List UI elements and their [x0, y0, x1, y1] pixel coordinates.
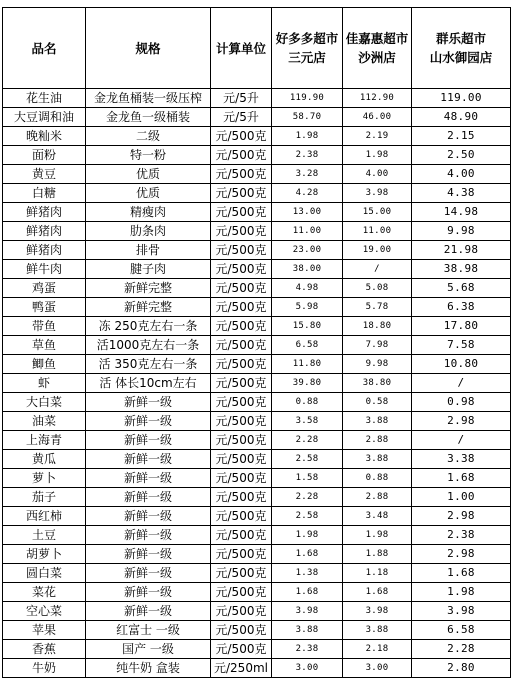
specification-cell: 优质: [86, 165, 211, 184]
specification-cell: 新鲜一级: [86, 526, 211, 545]
product-name-cell: 茄子: [3, 488, 86, 507]
price-haoduoduo-cell: 1.68: [272, 545, 343, 564]
price-jiajiahui-cell: 5.78: [343, 298, 412, 317]
price-haoduoduo-cell: 1.98: [272, 127, 343, 146]
specification-cell: 冻 250克左右一条: [86, 317, 211, 336]
product-name-cell: 油菜: [3, 412, 86, 431]
price-haoduoduo-cell: 1.38: [272, 564, 343, 583]
specification-cell: 金龙鱼一级桶装: [86, 108, 211, 127]
product-name-cell: 苹果: [3, 621, 86, 640]
product-name-cell: 鲜牛肉: [3, 260, 86, 279]
header-unit: [211, 8, 272, 89]
specification-cell: 活 350克左右一条: [86, 355, 211, 374]
header-line: 计算单位: [215, 40, 266, 56]
table-row: [3, 526, 511, 545]
price-qunle-cell: 5.68: [412, 279, 511, 298]
unit-cell: 元/500克: [211, 127, 272, 146]
unit-cell: 元/500克: [211, 184, 272, 203]
price-jiajiahui-cell: 2.88: [343, 431, 412, 450]
table-row: [3, 222, 511, 241]
specification-cell: 新鲜一级: [86, 602, 211, 621]
table-row: [3, 165, 511, 184]
table-row: [3, 488, 511, 507]
price-jiajiahui-cell: 3.88: [343, 412, 412, 431]
unit-cell: 元/5升: [211, 108, 272, 127]
price-jiajiahui-cell: 2.18: [343, 640, 412, 659]
product-name-cell: 虾: [3, 374, 86, 393]
header-line: 山水御园店: [429, 50, 493, 65]
price-jiajiahui-cell: 7.98: [343, 336, 412, 355]
specification-cell: 红富士 一级: [86, 621, 211, 640]
price-qunle-cell: 38.98: [412, 260, 511, 279]
price-qunle-cell: /: [412, 374, 511, 393]
specification-cell: 新鲜一级: [86, 431, 211, 450]
unit-cell: 元/500克: [211, 545, 272, 564]
product-name-cell: 萝卜: [3, 469, 86, 488]
unit-cell: 元/5升: [211, 89, 272, 108]
price-jiajiahui-cell: 0.58: [343, 393, 412, 412]
specification-cell: 新鲜完整: [86, 298, 211, 317]
price-jiajiahui-cell: 9.98: [343, 355, 412, 374]
specification-cell: 特一粉: [86, 146, 211, 165]
price-haoduoduo-cell: 2.58: [272, 507, 343, 526]
price-qunle-cell: 7.58: [412, 336, 511, 355]
price-jiajiahui-cell: 1.18: [343, 564, 412, 583]
product-name-cell: 带鱼: [3, 317, 86, 336]
table-row: [3, 431, 511, 450]
product-name-cell: 鸭蛋: [3, 298, 86, 317]
product-name-cell: 黄豆: [3, 165, 86, 184]
price-qunle-cell: 2.98: [412, 412, 511, 431]
unit-cell: 元/500克: [211, 431, 272, 450]
specification-cell: 活1000克左右一条: [86, 336, 211, 355]
specification-cell: 新鲜一级: [86, 469, 211, 488]
unit-cell: 元/500克: [211, 564, 272, 583]
unit-cell: 元/500克: [211, 203, 272, 222]
table-row: [3, 507, 511, 526]
specification-cell: 活 体长10cm左右: [86, 374, 211, 393]
specification-cell: 排骨: [86, 241, 211, 260]
price-haoduoduo-cell: 39.80: [272, 374, 343, 393]
price-haoduoduo-cell: 3.00: [272, 659, 343, 678]
product-name-cell: 西红柿: [3, 507, 86, 526]
price-jiajiahui-cell: 3.88: [343, 621, 412, 640]
table-row: [3, 621, 511, 640]
price-jiajiahui-cell: 1.98: [343, 526, 412, 545]
cropped-title-fragment: [300, 0, 360, 5]
specification-cell: 新鲜一级: [86, 393, 211, 412]
table-row: [3, 108, 511, 127]
price-haoduoduo-cell: 23.00: [272, 241, 343, 260]
table-header: [3, 8, 511, 89]
price-qunle-cell: 0.98: [412, 393, 511, 412]
price-qunle-cell: 1.68: [412, 469, 511, 488]
unit-cell: 元/500克: [211, 355, 272, 374]
price-haoduoduo-cell: 2.28: [272, 488, 343, 507]
price-qunle-cell: 1.68: [412, 564, 511, 583]
price-jiajiahui-cell: 19.00: [343, 241, 412, 260]
unit-cell: 元/500克: [211, 241, 272, 260]
price-jiajiahui-cell: 3.88: [343, 450, 412, 469]
product-name-cell: 鸡蛋: [3, 279, 86, 298]
header-line: 品名: [31, 40, 57, 56]
price-haoduoduo-cell: 5.98: [272, 298, 343, 317]
specification-cell: 新鲜一级: [86, 507, 211, 526]
table-row: [3, 355, 511, 374]
price-qunle-cell: 21.98: [412, 241, 511, 260]
price-haoduoduo-cell: 1.58: [272, 469, 343, 488]
product-name-cell: 晚籼米: [3, 127, 86, 146]
price-haoduoduo-cell: 15.80: [272, 317, 343, 336]
header-store-haoduoduo: [272, 8, 343, 89]
price-jiajiahui-cell: 15.00: [343, 203, 412, 222]
table-row: [3, 298, 511, 317]
price-qunle-cell: 2.38: [412, 526, 511, 545]
price-haoduoduo-cell: 38.00: [272, 260, 343, 279]
price-jiajiahui-cell: 1.88: [343, 545, 412, 564]
price-qunle-cell: 6.38: [412, 298, 511, 317]
price-qunle-cell: 10.80: [412, 355, 511, 374]
product-name-cell: 鲜猪肉: [3, 222, 86, 241]
product-name-cell: 大白菜: [3, 393, 86, 412]
header-line: 群乐超市: [435, 31, 486, 46]
product-name-cell: 鲜猪肉: [3, 203, 86, 222]
unit-cell: 元/500克: [211, 393, 272, 412]
table-row: [3, 336, 511, 355]
product-name-cell: 土豆: [3, 526, 86, 545]
price-haoduoduo-cell: 3.98: [272, 602, 343, 621]
price-qunle-cell: 2.98: [412, 545, 511, 564]
price-qunle-cell: /: [412, 431, 511, 450]
unit-cell: 元/500克: [211, 279, 272, 298]
specification-cell: 腱子肉: [86, 260, 211, 279]
unit-cell: 元/500克: [211, 298, 272, 317]
product-name-cell: 大豆调和油: [3, 108, 86, 127]
price-qunle-cell: 3.38: [412, 450, 511, 469]
price-haoduoduo-cell: 3.28: [272, 165, 343, 184]
unit-cell: 元/500克: [211, 488, 272, 507]
product-name-cell: 香蕉: [3, 640, 86, 659]
product-name-cell: 白糖: [3, 184, 86, 203]
price-jiajiahui-cell: 4.00: [343, 165, 412, 184]
price-jiajiahui-cell: 1.98: [343, 146, 412, 165]
table-body: [3, 89, 511, 678]
table-row: [3, 602, 511, 621]
specification-cell: 纯牛奶 盒装: [86, 659, 211, 678]
price-jiajiahui-cell: 38.80: [343, 374, 412, 393]
price-haoduoduo-cell: 1.68: [272, 583, 343, 602]
price-haoduoduo-cell: 11.80: [272, 355, 343, 374]
unit-cell: 元/250ml: [211, 659, 272, 678]
unit-cell: 元/500克: [211, 317, 272, 336]
price-qunle-cell: 1.98: [412, 583, 511, 602]
header-line: 沙洲店: [358, 50, 396, 65]
price-haoduoduo-cell: 11.00: [272, 222, 343, 241]
unit-cell: 元/500克: [211, 469, 272, 488]
price-qunle-cell: 2.50: [412, 146, 511, 165]
table-row: [3, 260, 511, 279]
table-row: [3, 374, 511, 393]
price-jiajiahui-cell: /: [343, 260, 412, 279]
price-qunle-cell: 2.15: [412, 127, 511, 146]
price-qunle-cell: 14.98: [412, 203, 511, 222]
unit-cell: 元/500克: [211, 621, 272, 640]
table-row: [3, 184, 511, 203]
product-name-cell: 圆白菜: [3, 564, 86, 583]
price-jiajiahui-cell: 18.80: [343, 317, 412, 336]
price-qunle-cell: 1.00: [412, 488, 511, 507]
price-qunle-cell: 2.98: [412, 507, 511, 526]
product-name-cell: 花生油: [3, 89, 86, 108]
table-row: [3, 583, 511, 602]
specification-cell: 金龙鱼桶装一级压榨: [86, 89, 211, 108]
unit-cell: 元/500克: [211, 526, 272, 545]
unit-cell: 元/500克: [211, 583, 272, 602]
price-haoduoduo-cell: 119.90: [272, 89, 343, 108]
unit-cell: 元/500克: [211, 412, 272, 431]
header-line: 规格: [135, 40, 161, 56]
unit-cell: 元/500克: [211, 165, 272, 184]
header-line: 好多多超市: [275, 31, 339, 46]
price-haoduoduo-cell: 4.98: [272, 279, 343, 298]
specification-cell: 新鲜完整: [86, 279, 211, 298]
table-row: [3, 640, 511, 659]
price-qunle-cell: 4.00: [412, 165, 511, 184]
price-jiajiahui-cell: 0.88: [343, 469, 412, 488]
table-row: [3, 393, 511, 412]
table-row: [3, 659, 511, 678]
header-specification: [86, 8, 211, 89]
header-row: [3, 8, 511, 89]
price-jiajiahui-cell: 112.90: [343, 89, 412, 108]
product-name-cell: 鲫鱼: [3, 355, 86, 374]
product-name-cell: 鲜猪肉: [3, 241, 86, 260]
specification-cell: 肋条肉: [86, 222, 211, 241]
price-qunle-cell: 17.80: [412, 317, 511, 336]
product-name-cell: 空心菜: [3, 602, 86, 621]
specification-cell: 二级: [86, 127, 211, 146]
unit-cell: 元/500克: [211, 146, 272, 165]
product-name-cell: 黄瓜: [3, 450, 86, 469]
header-line: 三元店: [288, 50, 326, 65]
table-row: [3, 450, 511, 469]
table-row: [3, 127, 511, 146]
header-store-jiajiahui: [343, 8, 412, 89]
unit-cell: 元/500克: [211, 640, 272, 659]
specification-cell: 新鲜一级: [86, 412, 211, 431]
price-jiajiahui-cell: 3.98: [343, 184, 412, 203]
price-haoduoduo-cell: 6.58: [272, 336, 343, 355]
product-name-cell: 菜花: [3, 583, 86, 602]
unit-cell: 元/500克: [211, 374, 272, 393]
price-jiajiahui-cell: 46.00: [343, 108, 412, 127]
price-jiajiahui-cell: 11.00: [343, 222, 412, 241]
price-jiajiahui-cell: 1.68: [343, 583, 412, 602]
header-store-qunle: [412, 8, 511, 89]
table-row: [3, 412, 511, 431]
product-name-cell: 上海青: [3, 431, 86, 450]
price-haoduoduo-cell: 2.38: [272, 640, 343, 659]
price-qunle-cell: 4.38: [412, 184, 511, 203]
price-qunle-cell: 48.90: [412, 108, 511, 127]
price-jiajiahui-cell: 3.48: [343, 507, 412, 526]
price-haoduoduo-cell: 2.28: [272, 431, 343, 450]
unit-cell: 元/500克: [211, 336, 272, 355]
price-qunle-cell: 6.58: [412, 621, 511, 640]
price-haoduoduo-cell: 2.38: [272, 146, 343, 165]
specification-cell: 新鲜一级: [86, 450, 211, 469]
price-haoduoduo-cell: 13.00: [272, 203, 343, 222]
table-row: [3, 279, 511, 298]
product-name-cell: 面粉: [3, 146, 86, 165]
price-haoduoduo-cell: 3.88: [272, 621, 343, 640]
price-jiajiahui-cell: 3.00: [343, 659, 412, 678]
price-haoduoduo-cell: 0.88: [272, 393, 343, 412]
price-qunle-cell: 119.00: [412, 89, 511, 108]
unit-cell: 元/500克: [211, 222, 272, 241]
price-jiajiahui-cell: 3.98: [343, 602, 412, 621]
specification-cell: 新鲜一级: [86, 488, 211, 507]
table-row: [3, 564, 511, 583]
unit-cell: 元/500克: [211, 507, 272, 526]
price-haoduoduo-cell: 58.70: [272, 108, 343, 127]
table-row: [3, 545, 511, 564]
price-comparison-table: [2, 7, 511, 678]
specification-cell: 国产 一级: [86, 640, 211, 659]
price-jiajiahui-cell: 5.08: [343, 279, 412, 298]
price-jiajiahui-cell: 2.88: [343, 488, 412, 507]
specification-cell: 新鲜一级: [86, 583, 211, 602]
price-jiajiahui-cell: 2.19: [343, 127, 412, 146]
price-haoduoduo-cell: 3.58: [272, 412, 343, 431]
price-haoduoduo-cell: 2.58: [272, 450, 343, 469]
specification-cell: 精瘦肉: [86, 203, 211, 222]
specification-cell: 新鲜一级: [86, 545, 211, 564]
specification-cell: 新鲜一级: [86, 564, 211, 583]
table-row: [3, 469, 511, 488]
price-qunle-cell: 9.98: [412, 222, 511, 241]
unit-cell: 元/500克: [211, 450, 272, 469]
unit-cell: 元/500克: [211, 260, 272, 279]
table-row: [3, 146, 511, 165]
price-qunle-cell: 2.28: [412, 640, 511, 659]
product-name-cell: 胡萝卜: [3, 545, 86, 564]
unit-cell: 元/500克: [211, 602, 272, 621]
table-row: [3, 317, 511, 336]
table-row: [3, 203, 511, 222]
product-name-cell: 草鱼: [3, 336, 86, 355]
price-qunle-cell: 2.80: [412, 659, 511, 678]
price-qunle-cell: 3.98: [412, 602, 511, 621]
table-row: [3, 241, 511, 260]
price-haoduoduo-cell: 4.28: [272, 184, 343, 203]
price-haoduoduo-cell: 1.98: [272, 526, 343, 545]
header-product-name: [3, 8, 86, 89]
table-row: [3, 89, 511, 108]
specification-cell: 优质: [86, 184, 211, 203]
header-line: 佳嘉惠超市: [345, 31, 409, 46]
product-name-cell: 牛奶: [3, 659, 86, 678]
